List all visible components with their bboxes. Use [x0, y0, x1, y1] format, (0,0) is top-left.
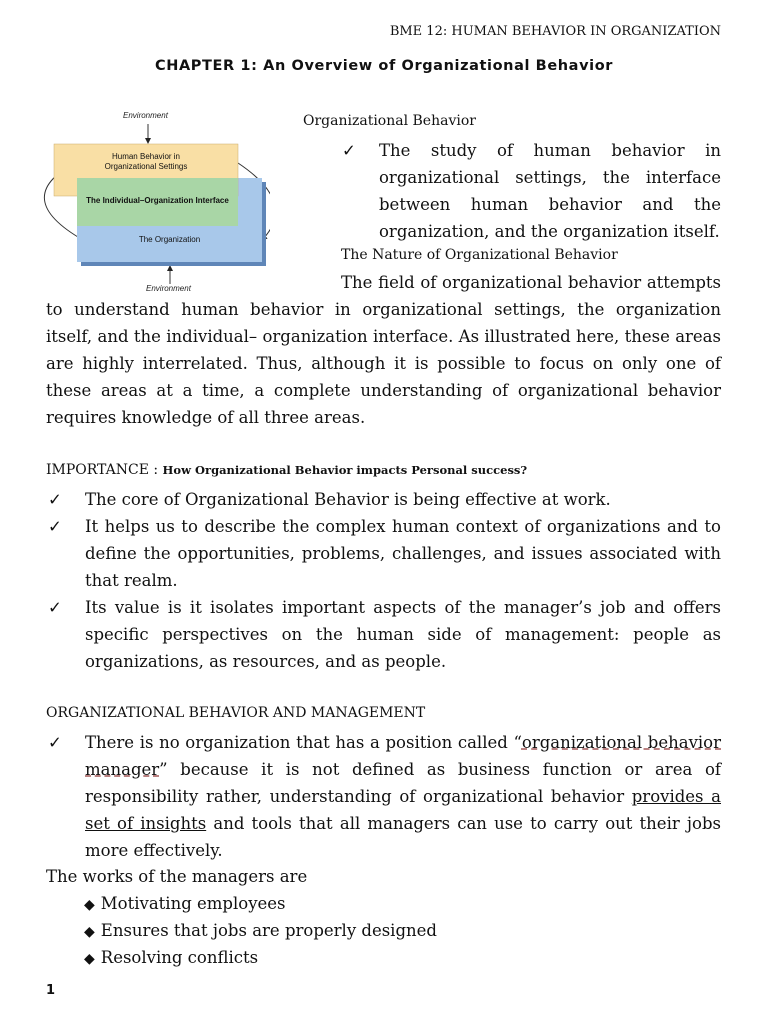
- nature-heading: The Nature of Organizational Behavior: [341, 247, 618, 263]
- list-item: [46, 513, 721, 594]
- check-icon: ✓: [48, 490, 62, 509]
- env-label-top: Environment: [123, 111, 168, 120]
- human-behavior-label: [54, 152, 238, 172]
- management-heading: ORGANIZATIONAL BEHAVIOR AND MANAGEMENT: [46, 705, 426, 721]
- work-item-3: Resolving conflicts: [100, 948, 259, 967]
- list-item: [46, 594, 721, 675]
- human-behavior-label-line2: Organizational Settings: [104, 162, 188, 171]
- work-item-1: Motivating employees: [100, 894, 286, 913]
- list-item: [46, 729, 721, 864]
- management-list: [46, 729, 721, 864]
- definition-text-last: organization, and the organization itself.: [379, 222, 720, 241]
- interface-label: The Individual–Organization Interface: [86, 196, 229, 205]
- list-item-text: It helps us to describe the complex human context of organizations and to define the opportunities, problems, challenges, and issues associated with that realm.: [85, 517, 721, 590]
- list-item: [46, 486, 721, 513]
- check-icon: ✓: [48, 517, 62, 536]
- diamond-icon: ◆: [84, 951, 95, 967]
- ob-manager-link: organizational behavior manager: [85, 733, 722, 779]
- definition-bullet: [342, 137, 721, 245]
- env-label-bottom: Environment: [146, 284, 191, 293]
- ob-label: Organizational Behavior: [303, 113, 476, 129]
- page-number: 1: [46, 983, 56, 998]
- running-head: BME 12: HUMAN BEHAVIOR IN ORGANIZATION: [389, 24, 721, 39]
- importance-list: [46, 486, 721, 675]
- definition-text: The study of human behavior in organizational settings, the interface between human behavior and the: [379, 141, 721, 214]
- importance-subheading: How Organizational Behavior impacts Personal success?: [162, 463, 528, 477]
- list-item: [84, 890, 286, 919]
- organization-label: The Organization: [138, 235, 201, 244]
- human-behavior-label-line1: Human Behavior in: [111, 152, 181, 161]
- works-intro: The works of the managers are: [46, 867, 308, 886]
- mgmt-text-3: and tools that all managers can use to carry out their jobs more effectively.: [85, 814, 721, 860]
- importance-heading: [46, 462, 527, 478]
- diamond-icon: ◆: [84, 897, 95, 913]
- mgmt-text-1: There is no organization that has a position called “: [85, 733, 522, 752]
- ob-diagram: [30, 108, 270, 296]
- check-icon: ✓: [342, 141, 356, 160]
- list-item: [84, 917, 437, 946]
- chapter-title: CHAPTER 1: An Overview of Organizational Behavior: [154, 58, 614, 74]
- check-icon: ✓: [48, 598, 62, 617]
- insights-underline: provides a set of insights: [85, 787, 721, 833]
- nature-paragraph: The field of organizational behavior attempts to understand human behavior in organizational settings, the organization itself, and the individual– organization interface. As illustrated here, these areas are highly interrelated. Thus, although it is possible to focus on only one of these areas at a time, a complete understanding of organizational behavior requires knowledge of all three areas.: [46, 273, 721, 427]
- mgmt-text-2: ” because it is not defined as business function or area of responsibility rather, understanding of organizational behavior: [85, 760, 721, 806]
- list-item-text: The core of Organizational Behavior is being effective at work.: [85, 490, 611, 509]
- check-icon: ✓: [48, 733, 62, 752]
- list-item: [84, 944, 258, 973]
- list-item-text: Its value is it isolates important aspects of the manager’s job and offers specific perspectives on the human side of management: people as organizations, as resources, and as people.: [85, 598, 721, 671]
- diamond-icon: ◆: [84, 924, 95, 940]
- importance-label: IMPORTANCE :: [46, 462, 159, 478]
- work-item-2: Ensures that jobs are properly designed: [100, 921, 437, 940]
